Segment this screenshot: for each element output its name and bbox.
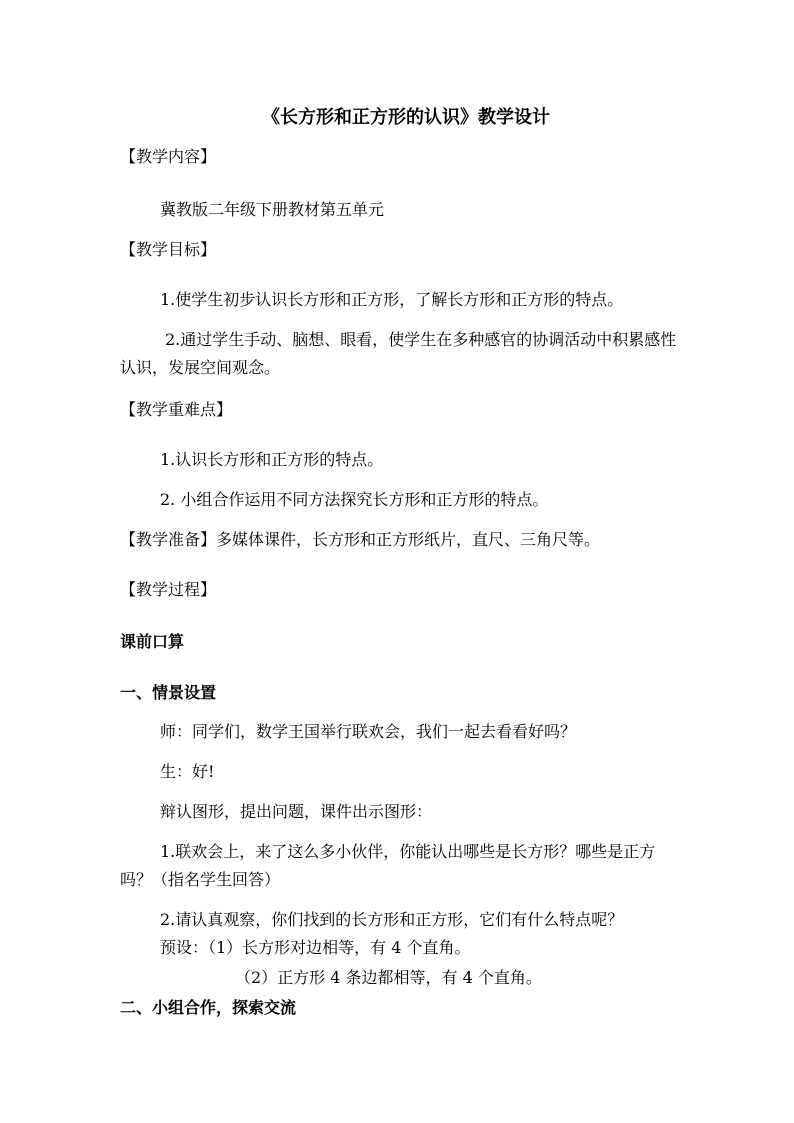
student-line: 生：好! — [160, 762, 215, 781]
q1-line2: 吗？（指名学生回答） — [120, 870, 281, 889]
part1-heading: 一、情景设置 — [120, 683, 217, 702]
q1-line1: 1.联欢会上，来了这么多小伙伴，你能认出哪些是长方形？哪些是正方 — [160, 842, 656, 861]
goal-1: 1.使学生初步认识长方形和正方形，了解长方形和正方形的特点。 — [160, 290, 624, 309]
identify-line: 辩认图形，提出问题，课件出示图形： — [160, 802, 433, 821]
goal-2-line1: 2.通过学生手动、脑想、眼看，使学生在多种感官的协调活动中积累感性 — [165, 330, 677, 349]
preset-1: 预设：（1）长方形对边相等，有 4 个直角。 — [160, 938, 471, 957]
keypoint-2: 2. 小组合作运用不同方法探究长方形和正方形的特点。 — [160, 490, 549, 509]
goal-2-line2: 认识，发展空间观念。 — [120, 358, 281, 377]
process-heading: 【教学过程】 — [120, 580, 217, 599]
prep-heading: 【教学准备】 — [120, 530, 217, 549]
teacher-line: 师：同学们，数学王国举行联欢会，我们一起去看看好吗？ — [160, 722, 577, 741]
q2-line: 2.请认真观察，你们找到的长方形和正方形，它们有什么特点呢？ — [160, 910, 624, 929]
part2-heading: 二、小组合作，探索交流 — [120, 998, 297, 1017]
content-text: 冀教版二年级下册教材第五单元 — [160, 200, 385, 219]
prep-text: 多媒体课件，长方形和正方形纸片，直尺、三角尺等。 — [216, 530, 601, 549]
goals-heading: 【教学目标】 — [120, 240, 217, 259]
keypoints-heading: 【教学重难点】 — [120, 400, 233, 419]
document-title: 《长方形和正方形的认识》教学设计 — [262, 107, 550, 128]
prep-line — [120, 530, 600, 550]
content-heading: 【教学内容】 — [120, 147, 217, 166]
pre-class-heading: 课前口算 — [120, 632, 185, 651]
preset-2: （2）正方形 4 条边都相等，有 4 个直角。 — [235, 968, 542, 987]
keypoint-1: 1.认识长方形和正方形的特点。 — [160, 450, 384, 469]
